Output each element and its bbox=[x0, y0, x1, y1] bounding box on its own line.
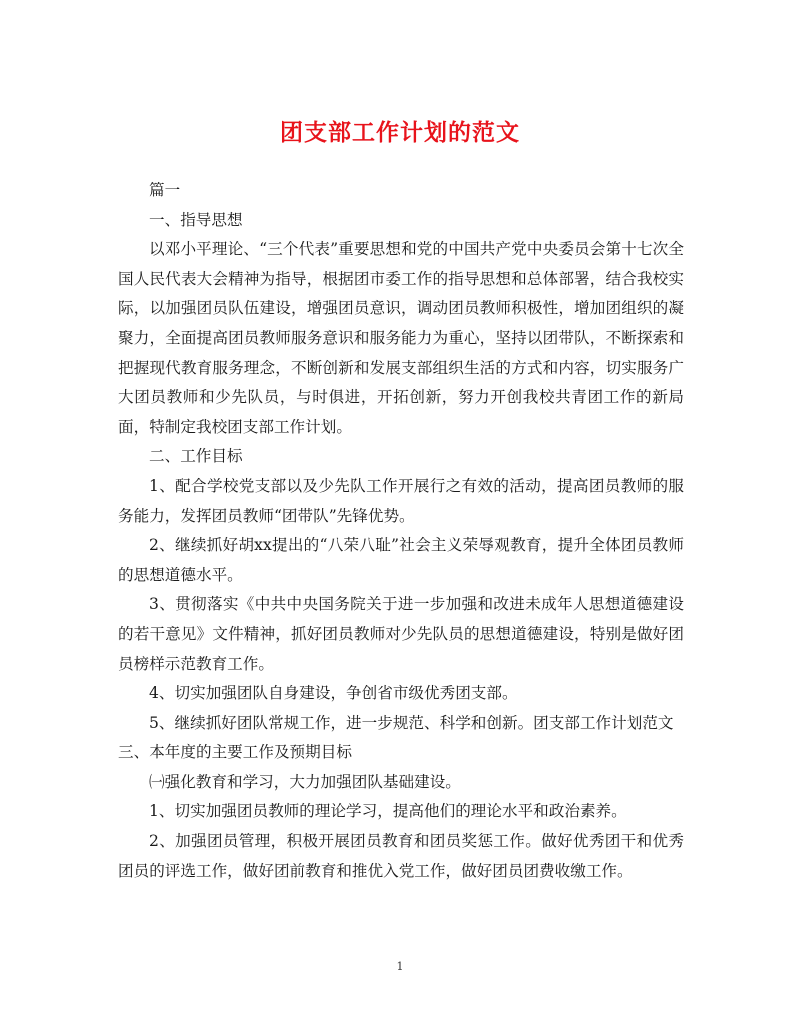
subheading: ㈠强化教育和学习，大力加强团队基础建设。 bbox=[149, 772, 461, 791]
heading-work-goals: 二、工作目标 bbox=[149, 447, 243, 466]
list-item: 5、继续抓好团队常规工作，进一步规范、科学和创新。团支部工作计划范文 bbox=[149, 713, 674, 732]
heading-main-work: 三、本年度的主要工作及预期目标 bbox=[118, 743, 352, 762]
paragraph: 以邓小平理论、“三个代表”重要思想和党的中国共产党中央委员会第十七次全国人民代表大会精神为指导，根据团市委工作的指导思想和总体部署，结合我校实际，以加强团员队伍建设，增强团员意识，调动团员教师积极性，增加团组织的凝聚力，全面提高团员教师服务意识和服务能力为重心，坚持以团带队，不断探索和把握现代教育服务理念，不断创新和发展支部组织生活的方式和内容，切实服务广大团员教师和少先队员，与时俱进，开拓创新，努力开创我校共青团工作的新局面，特制定我校团支部工作计划。 bbox=[118, 240, 684, 436]
section-label: 篇一 bbox=[149, 181, 181, 199]
list-item: 1、配合学校党支部以及少先队工作开展行之有效的活动，提高团员教师的服务能力，发挥团员教师“团带队”先锋优势。 bbox=[118, 476, 684, 525]
list-item: 3、贯彻落实《中共中央国务院关于进一步加强和改进未成年人思想道德建设的若干意见》文件精神，抓好团员教师对少先队员的思想道德建设，特别是做好团员榜样示范教育工作。 bbox=[118, 595, 684, 673]
list-item: 2、继续抓好胡xx提出的“八荣八耻”社会主义荣辱观教育，提升全体团员教师的思想道德水平。 bbox=[118, 536, 684, 584]
document-body bbox=[118, 176, 684, 886]
list-item: 4、切实加强团队自身建设，争创省市级优秀团支部。 bbox=[149, 684, 518, 703]
page-number: 1 bbox=[396, 960, 404, 973]
heading-guiding-ideology: 一、指导思想 bbox=[149, 210, 243, 229]
list-item: 2、加强团员管理，积极开展团员教育和团员奖惩工作。做好优秀团干和优秀团员的评选工作，做好团前教育和推优入党工作，做好团员团费收缴工作。 bbox=[118, 832, 684, 880]
list-item: 1、切实加强团员教师的理论学习，提高他们的理论水平和政治素养。 bbox=[149, 802, 627, 821]
document-title: 团支部工作计划的范文 bbox=[280, 119, 520, 146]
